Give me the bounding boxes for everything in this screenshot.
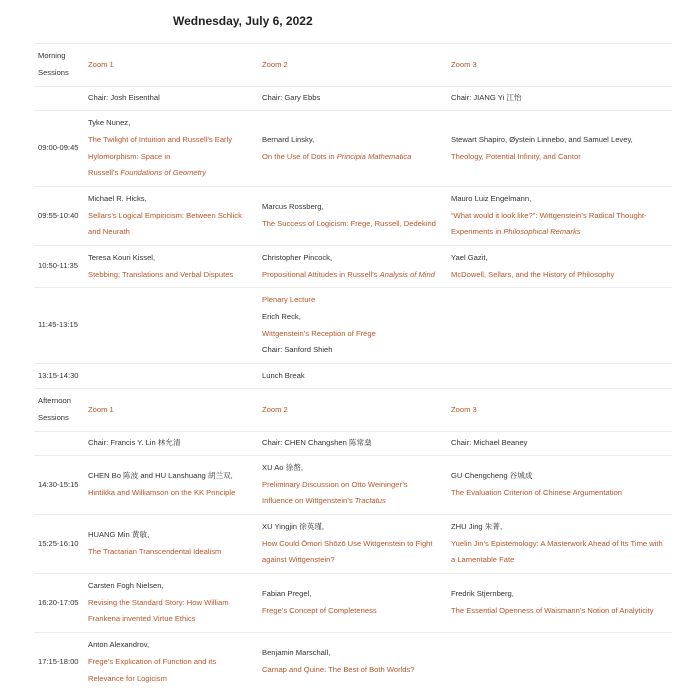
session-text xyxy=(451,90,668,107)
line-text: Yael Gazit, xyxy=(451,252,488,262)
session-link[interactable] xyxy=(262,292,443,309)
session-cell-zoom-3 xyxy=(447,288,672,364)
schedule-row xyxy=(34,633,672,692)
time-slot xyxy=(34,574,84,633)
session-text xyxy=(88,468,254,485)
schedule-row xyxy=(34,389,672,432)
session-cell-zoom-3 xyxy=(447,633,672,692)
session-cell-zoom-3 xyxy=(447,246,672,288)
line-text: Theology, Potential Infinity, and Cantor xyxy=(451,151,581,161)
session-link[interactable] xyxy=(262,536,443,553)
session-text xyxy=(451,132,668,149)
time-slot xyxy=(34,288,84,364)
schedule-row xyxy=(34,515,672,574)
line-text: Revising the Standard Story: How William xyxy=(88,597,229,607)
line-text: CHEN Bo 陈波 and HU Lanshuang 胡兰双, xyxy=(88,471,233,481)
line-text: Zoom 2 xyxy=(262,59,288,69)
session-text xyxy=(262,250,443,267)
session-text xyxy=(262,368,443,385)
session-link[interactable] xyxy=(451,208,668,225)
line-text: Lunch Break xyxy=(262,370,305,380)
italic-title: Philosophical Remarks xyxy=(503,227,581,237)
line-text: Chair: Gary Ebbs xyxy=(262,93,321,103)
session-link[interactable] xyxy=(88,267,254,284)
session-text xyxy=(88,250,254,267)
time-slot xyxy=(34,515,84,574)
session-cell-zoom-1 xyxy=(84,246,258,288)
session-link[interactable] xyxy=(262,267,443,284)
session-cell-zoom-3 xyxy=(447,389,672,432)
line-text: Carsten Fogh Nielsen, xyxy=(88,580,164,590)
time-label: 13:15-14:30 xyxy=(38,370,79,380)
line-text: The Evaluation Criterion of Chinese Argumentation xyxy=(451,488,622,497)
line-text: “What would it look like?”: Wittgenstein’s Radical Thought- xyxy=(451,210,647,220)
time-label: Sessions xyxy=(38,68,69,77)
session-text xyxy=(262,132,443,149)
time-slot xyxy=(34,111,84,187)
session-cell-zoom-2 xyxy=(258,389,447,432)
line-text: and Neurath xyxy=(88,227,130,237)
line-text: Relevance for Logicism xyxy=(88,673,167,683)
session-cell-zoom-2 xyxy=(258,87,447,111)
session-cell-zoom-2 xyxy=(258,432,447,456)
session-link[interactable] xyxy=(262,493,443,510)
session-text xyxy=(262,586,443,603)
session-cell-zoom-2 xyxy=(258,364,447,389)
session-cell-zoom-1 xyxy=(84,288,258,364)
session-link[interactable] xyxy=(451,485,668,502)
time-slot xyxy=(34,364,84,389)
session-cell-zoom-1 xyxy=(84,633,258,692)
session-link[interactable] xyxy=(262,216,443,233)
line-text: Chair: Francis Y. Lin 林允清 xyxy=(88,438,181,448)
session-cell-zoom-3 xyxy=(447,44,672,87)
session-link[interactable] xyxy=(451,402,668,419)
session-link[interactable] xyxy=(88,544,254,561)
session-cell-zoom-1 xyxy=(84,187,258,246)
time-slot xyxy=(34,633,84,692)
session-text xyxy=(88,115,254,132)
schedule-row xyxy=(34,246,672,288)
line-text: Teresa Kouri Kissel, xyxy=(88,252,156,262)
time-label: 14:30-15:15 xyxy=(38,479,79,489)
session-link[interactable] xyxy=(451,552,668,569)
session-cell-zoom-2 xyxy=(258,246,447,288)
time-slot xyxy=(34,389,84,432)
session-text xyxy=(262,90,443,107)
schedule-row xyxy=(34,364,672,389)
session-link[interactable] xyxy=(262,603,443,620)
session-text xyxy=(88,527,254,544)
session-cell-zoom-1 xyxy=(84,111,258,187)
session-cell-zoom-1 xyxy=(84,574,258,633)
schedule-row xyxy=(34,288,672,364)
line-text: Chair: Michael Beaney xyxy=(451,438,528,448)
session-cell-zoom-2 xyxy=(258,515,447,574)
session-link[interactable] xyxy=(262,402,443,419)
line-text: Sellars’s Logical Empiricism: Between Schlick xyxy=(88,210,242,220)
italic-title: Principia Mathematica xyxy=(336,151,412,161)
session-cell-zoom-1 xyxy=(84,389,258,432)
session-cell-zoom-2 xyxy=(258,633,447,692)
session-text xyxy=(451,250,668,267)
session-text xyxy=(262,460,443,477)
time-label: Morning xyxy=(38,51,66,61)
line-text: The Twilight of Intuition and Russell’s Early xyxy=(88,134,233,144)
line-text: Marcus Rossberg, xyxy=(262,202,324,212)
time-slot xyxy=(34,432,84,456)
session-link[interactable] xyxy=(262,149,443,166)
session-text xyxy=(451,468,668,485)
time-slot xyxy=(34,44,84,87)
line-text: Zoom 2 xyxy=(262,404,288,414)
time-slot xyxy=(34,187,84,246)
session-link[interactable] xyxy=(88,654,254,671)
line-text: Zoom 1 xyxy=(88,404,114,414)
schedule-row xyxy=(34,574,672,633)
line-text: Chair: Sanford Shieh xyxy=(262,345,333,355)
line-text: On the Use of Dots in xyxy=(262,151,337,161)
line-text: HUANG Min 黄敏, xyxy=(88,530,150,540)
italic-title: Tractatus xyxy=(354,496,386,506)
line-text: Influence on Wittgenstein’s xyxy=(262,496,355,506)
line-text: Wittgenstein’s Reception of Frege xyxy=(262,328,376,338)
time-label: 10:50-11:35 xyxy=(38,261,78,271)
line-text: Zoom 1 xyxy=(88,59,114,69)
session-text xyxy=(451,435,668,452)
line-text: Chair: CHEN Changshen 陈常燊 xyxy=(262,438,372,448)
session-link[interactable] xyxy=(451,149,668,166)
line-text: Hylomorphism: Space in xyxy=(88,151,171,161)
session-text xyxy=(262,199,443,216)
session-text xyxy=(451,519,668,536)
line-text: How Could Ōmori Shōzō Use Wittgenstein to Fight xyxy=(262,538,433,548)
session-link[interactable] xyxy=(88,595,254,612)
session-cell-zoom-2 xyxy=(258,111,447,187)
line-text: Zoom 3 xyxy=(451,59,477,69)
session-link[interactable] xyxy=(88,132,254,149)
line-text: McDowell, Sellars, and the History of Philosophy xyxy=(451,269,615,279)
line-text: Preliminary Discussion on Otto Weininger’s xyxy=(262,479,408,489)
session-link[interactable] xyxy=(88,485,254,502)
line-text: Stewart Shapiro, Øystein Linnebo, and Samuel Levey, xyxy=(451,134,633,144)
line-text: Frege’s Concept of Completeness xyxy=(262,606,377,615)
line-text: GU Chengcheng 谷城成 xyxy=(451,471,533,481)
schedule-row xyxy=(34,87,672,111)
session-text xyxy=(262,309,443,326)
line-text: Stebbing: Translations and Verbal Disputes xyxy=(88,269,234,279)
schedule-row xyxy=(34,111,672,187)
session-text xyxy=(262,342,443,359)
time-label: Afternoon xyxy=(38,396,71,406)
session-link[interactable] xyxy=(451,603,668,620)
time-label: Sessions xyxy=(38,413,69,422)
line-text: The Success of Logicism: Frege, Russell, Dedekind xyxy=(262,219,436,228)
line-text: Mauro Luiz Engelmann, xyxy=(451,193,532,203)
session-text xyxy=(262,645,443,662)
session-link[interactable] xyxy=(262,552,443,569)
session-link[interactable] xyxy=(262,57,443,74)
schedule-row xyxy=(34,456,672,515)
schedule-body xyxy=(34,44,672,692)
session-link[interactable] xyxy=(451,57,668,74)
session-cell-zoom-2 xyxy=(258,44,447,87)
session-text xyxy=(88,191,254,208)
line-text: Hintikka and Williamson on the KK Principle xyxy=(88,488,236,497)
schedule-row xyxy=(34,432,672,456)
line-text: ZHU Jing 朱菁, xyxy=(451,521,503,531)
session-text xyxy=(88,578,254,595)
line-text: Bernard Linsky, xyxy=(262,134,315,144)
session-link[interactable] xyxy=(451,224,668,241)
session-link[interactable] xyxy=(88,149,254,166)
session-cell-zoom-1 xyxy=(84,456,258,515)
line-text: Tyke Nunez, xyxy=(88,117,131,127)
time-slot xyxy=(34,246,84,288)
line-text: XU Ao 徐嶅, xyxy=(262,462,303,472)
line-text: Russell’s xyxy=(88,168,121,178)
session-link[interactable] xyxy=(88,57,254,74)
session-cell-zoom-2 xyxy=(258,456,447,515)
session-text xyxy=(451,191,668,208)
line-text: Yuelin Jin’s Epistemology: A Masterwork Ahead of Its Time with xyxy=(451,538,663,548)
session-cell-zoom-3 xyxy=(447,574,672,633)
line-text: Fabian Pregel, xyxy=(262,589,312,599)
time-label: 09:00-09:45 xyxy=(38,143,79,153)
session-text xyxy=(262,519,443,536)
session-link[interactable] xyxy=(451,267,668,284)
line-text: XU Yingjin 徐英瑾, xyxy=(262,521,325,531)
line-text: Benjamin Marschall, xyxy=(262,648,331,658)
session-cell-zoom-3 xyxy=(447,364,672,389)
page-title: Wednesday, July 6, 2022 xyxy=(173,14,313,28)
line-text: Zoom 3 xyxy=(451,404,477,414)
time-label: 15:25-16:10 xyxy=(38,538,79,548)
session-text xyxy=(262,435,443,452)
line-text: Michael R. Hicks, xyxy=(88,193,147,203)
line-text: Anton Alexandrov, xyxy=(88,640,150,650)
schedule-row xyxy=(34,187,672,246)
line-text: Frankena invented Virtue Ethics xyxy=(88,614,196,624)
line-text: a Lamentable Fate xyxy=(451,555,515,565)
line-text: Erich Reck, xyxy=(262,311,301,321)
schedule-table xyxy=(34,43,672,692)
time-label: 16:20-17:05 xyxy=(38,597,79,607)
time-slot xyxy=(34,456,84,515)
session-cell-zoom-3 xyxy=(447,432,672,456)
italic-title: Foundations of Geometry xyxy=(120,168,207,178)
session-link[interactable] xyxy=(262,662,443,679)
session-link[interactable] xyxy=(262,326,443,343)
line-text: Plenary Lecture xyxy=(262,294,316,304)
line-text: Experiments in xyxy=(451,227,504,237)
session-cell-zoom-1 xyxy=(84,515,258,574)
session-link[interactable] xyxy=(88,402,254,419)
session-link[interactable] xyxy=(262,477,443,494)
session-cell-zoom-1 xyxy=(84,87,258,111)
session-text xyxy=(88,637,254,654)
session-cell-zoom-2 xyxy=(258,187,447,246)
session-cell-zoom-3 xyxy=(447,111,672,187)
session-cell-zoom-3 xyxy=(447,87,672,111)
line-text: Fredrik Stjernberg, xyxy=(451,589,514,599)
session-link[interactable] xyxy=(88,208,254,225)
time-slot xyxy=(34,87,84,111)
session-cell-zoom-3 xyxy=(447,187,672,246)
session-link[interactable] xyxy=(88,224,254,241)
line-text: Carnap and Quine: The Best of Both Worlds? xyxy=(262,665,415,675)
line-text: The Tractarian Transcendental Idealism xyxy=(88,547,222,556)
session-cell-zoom-3 xyxy=(447,456,672,515)
time-label: 17:15-18:00 xyxy=(38,656,79,666)
line-text: Chair: Josh Eisenthal xyxy=(88,93,160,103)
session-cell-zoom-2 xyxy=(258,574,447,633)
session-cell-zoom-1 xyxy=(84,364,258,389)
line-text: Frege’s Explication of Function and its xyxy=(88,656,217,666)
line-text: Propositional Attitudes in Russell’s xyxy=(262,269,380,279)
line-text: Chair: JIANG Yi 江怡 xyxy=(451,93,522,103)
session-link[interactable] xyxy=(88,611,254,628)
session-text xyxy=(88,435,254,452)
session-link[interactable] xyxy=(88,165,254,182)
session-text xyxy=(451,586,668,603)
line-text: against Wittgenstein? xyxy=(262,555,335,565)
session-text xyxy=(88,90,254,107)
italic-title: Analysis of Mind xyxy=(379,269,435,279)
session-cell-zoom-3 xyxy=(447,515,672,574)
time-label: 09:55-10:40 xyxy=(38,210,79,220)
session-cell-zoom-1 xyxy=(84,432,258,456)
line-text: Christopher Pincock, xyxy=(262,252,333,262)
session-cell-zoom-1 xyxy=(84,44,258,87)
session-link[interactable] xyxy=(88,671,254,688)
session-cell-zoom-2 xyxy=(258,288,447,364)
time-label: 11:45-13:15 xyxy=(38,320,78,330)
schedule-row xyxy=(34,44,672,87)
session-link[interactable] xyxy=(451,536,668,553)
line-text: The Essential Openness of Waismann’s Notion of Analyticity xyxy=(451,606,654,615)
